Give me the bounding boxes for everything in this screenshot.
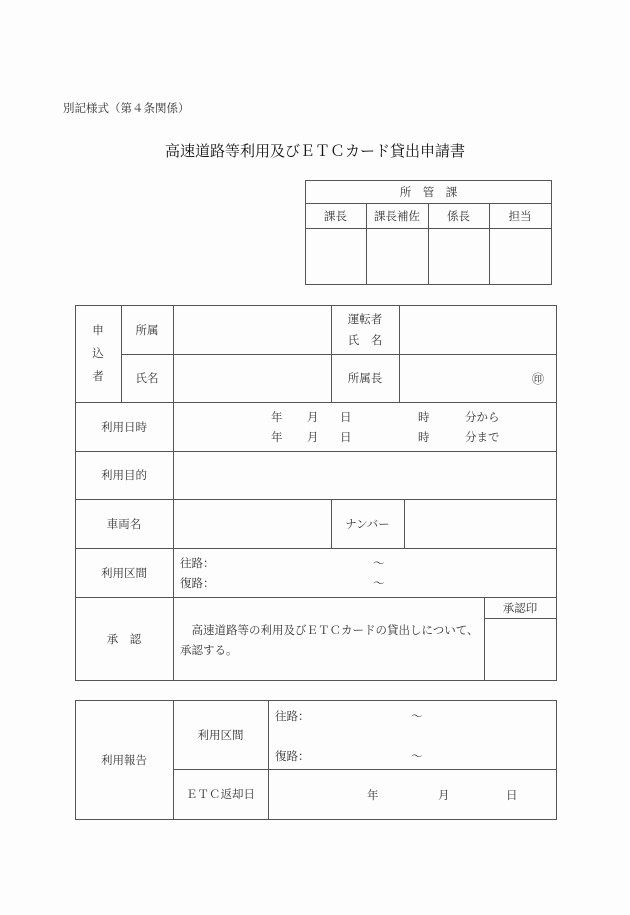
report-label: 利用報告 <box>101 752 147 767</box>
route-field[interactable] <box>173 548 556 597</box>
seal-slot-staff[interactable] <box>489 228 551 284</box>
approval-seal-label: 承認印 <box>502 600 538 615</box>
report-outbound-label: 往路： <box>275 709 310 723</box>
seal-icon: ㊞ <box>531 371 544 386</box>
office-col-staff: 担当 <box>508 208 532 223</box>
office-col-assistant-chief: 課長補佐 <box>374 208 420 223</box>
name-label: 氏名 <box>135 371 159 385</box>
outbound-label: 往路： <box>180 556 215 570</box>
report-route-label: 利用区間 <box>197 728 244 742</box>
approval-label: 承 認 <box>106 631 142 646</box>
from-year: 年 <box>271 410 283 424</box>
dept-head-label: 所属長 <box>347 371 383 385</box>
etc-return-date-field[interactable] <box>268 769 556 819</box>
office-col-section-chief: 課長 <box>324 208 347 223</box>
from-minute: 分から <box>465 410 500 424</box>
purpose-label: 利用目的 <box>101 468 147 482</box>
applicant-char-1: 申 <box>92 323 104 337</box>
seal-slot-assistant-chief[interactable] <box>366 228 428 284</box>
approval-text-line2: 承認する。 <box>180 643 238 657</box>
purpose-field[interactable] <box>173 451 556 499</box>
etc-return-year: 年 <box>367 788 379 802</box>
etc-return-label: ＥＴＣ返却日 <box>186 787 255 801</box>
seal-slot-subsection-chief[interactable] <box>428 228 489 284</box>
return-tilde: ～ <box>373 576 385 590</box>
driver-name-field[interactable] <box>399 305 556 354</box>
to-month: 月 <box>307 430 319 444</box>
page-title: 高速道路等利用及びＥＴＣカード貸出申請書 <box>164 142 465 160</box>
vehicle-label: 車両名 <box>106 516 142 531</box>
to-year: 年 <box>271 430 283 444</box>
driver-label-line2: 氏 名 <box>347 332 383 347</box>
datetime-field[interactable] <box>173 402 556 451</box>
etc-return-day: 日 <box>506 788 518 802</box>
route-label: 利用区間 <box>101 565 147 580</box>
approval-text <box>173 597 484 680</box>
outbound-tilde: ～ <box>373 556 385 570</box>
from-month: 月 <box>307 410 319 424</box>
number-label: ナンバー <box>345 516 390 531</box>
return-label: 復路： <box>180 576 215 590</box>
etc-return-month: 月 <box>438 788 450 802</box>
affiliation-field[interactable] <box>173 305 331 354</box>
from-hour: 時 <box>418 410 430 424</box>
applicant-char-2: 込 <box>92 346 104 360</box>
dept-head-field[interactable] <box>399 354 556 402</box>
driver-label-line1: 運転者 <box>347 311 383 326</box>
driver-name-label <box>331 305 399 354</box>
to-hour: 時 <box>418 430 430 444</box>
office-col-subsection-chief: 係長 <box>447 208 470 223</box>
report-return-tilde: ～ <box>411 749 423 763</box>
name-field[interactable] <box>173 354 331 402</box>
applicant-char-3: 者 <box>92 369 104 383</box>
office-heading: 所 管 課 <box>399 184 458 199</box>
from-day: 日 <box>340 410 352 424</box>
seal-slot-section-chief[interactable] <box>305 228 366 284</box>
to-day: 日 <box>340 430 352 444</box>
datetime-label: 利用日時 <box>101 419 147 434</box>
vehicle-field[interactable] <box>173 499 331 548</box>
affiliation-label: 所属 <box>135 322 159 337</box>
approval-seal-field[interactable] <box>484 618 556 680</box>
approval-text-line1: 高速道路等の利用及びＥＴＣカードの貸出しについて、 <box>180 623 479 637</box>
report-route-field[interactable] <box>268 700 556 769</box>
report-return-label: 復路： <box>275 749 310 763</box>
to-minute: 分まで <box>465 430 500 444</box>
applicant-label <box>75 305 121 402</box>
form-reference: 別記様式（第４条関係） <box>63 101 190 115</box>
report-outbound-tilde: ～ <box>411 709 423 723</box>
number-field[interactable] <box>404 499 556 548</box>
